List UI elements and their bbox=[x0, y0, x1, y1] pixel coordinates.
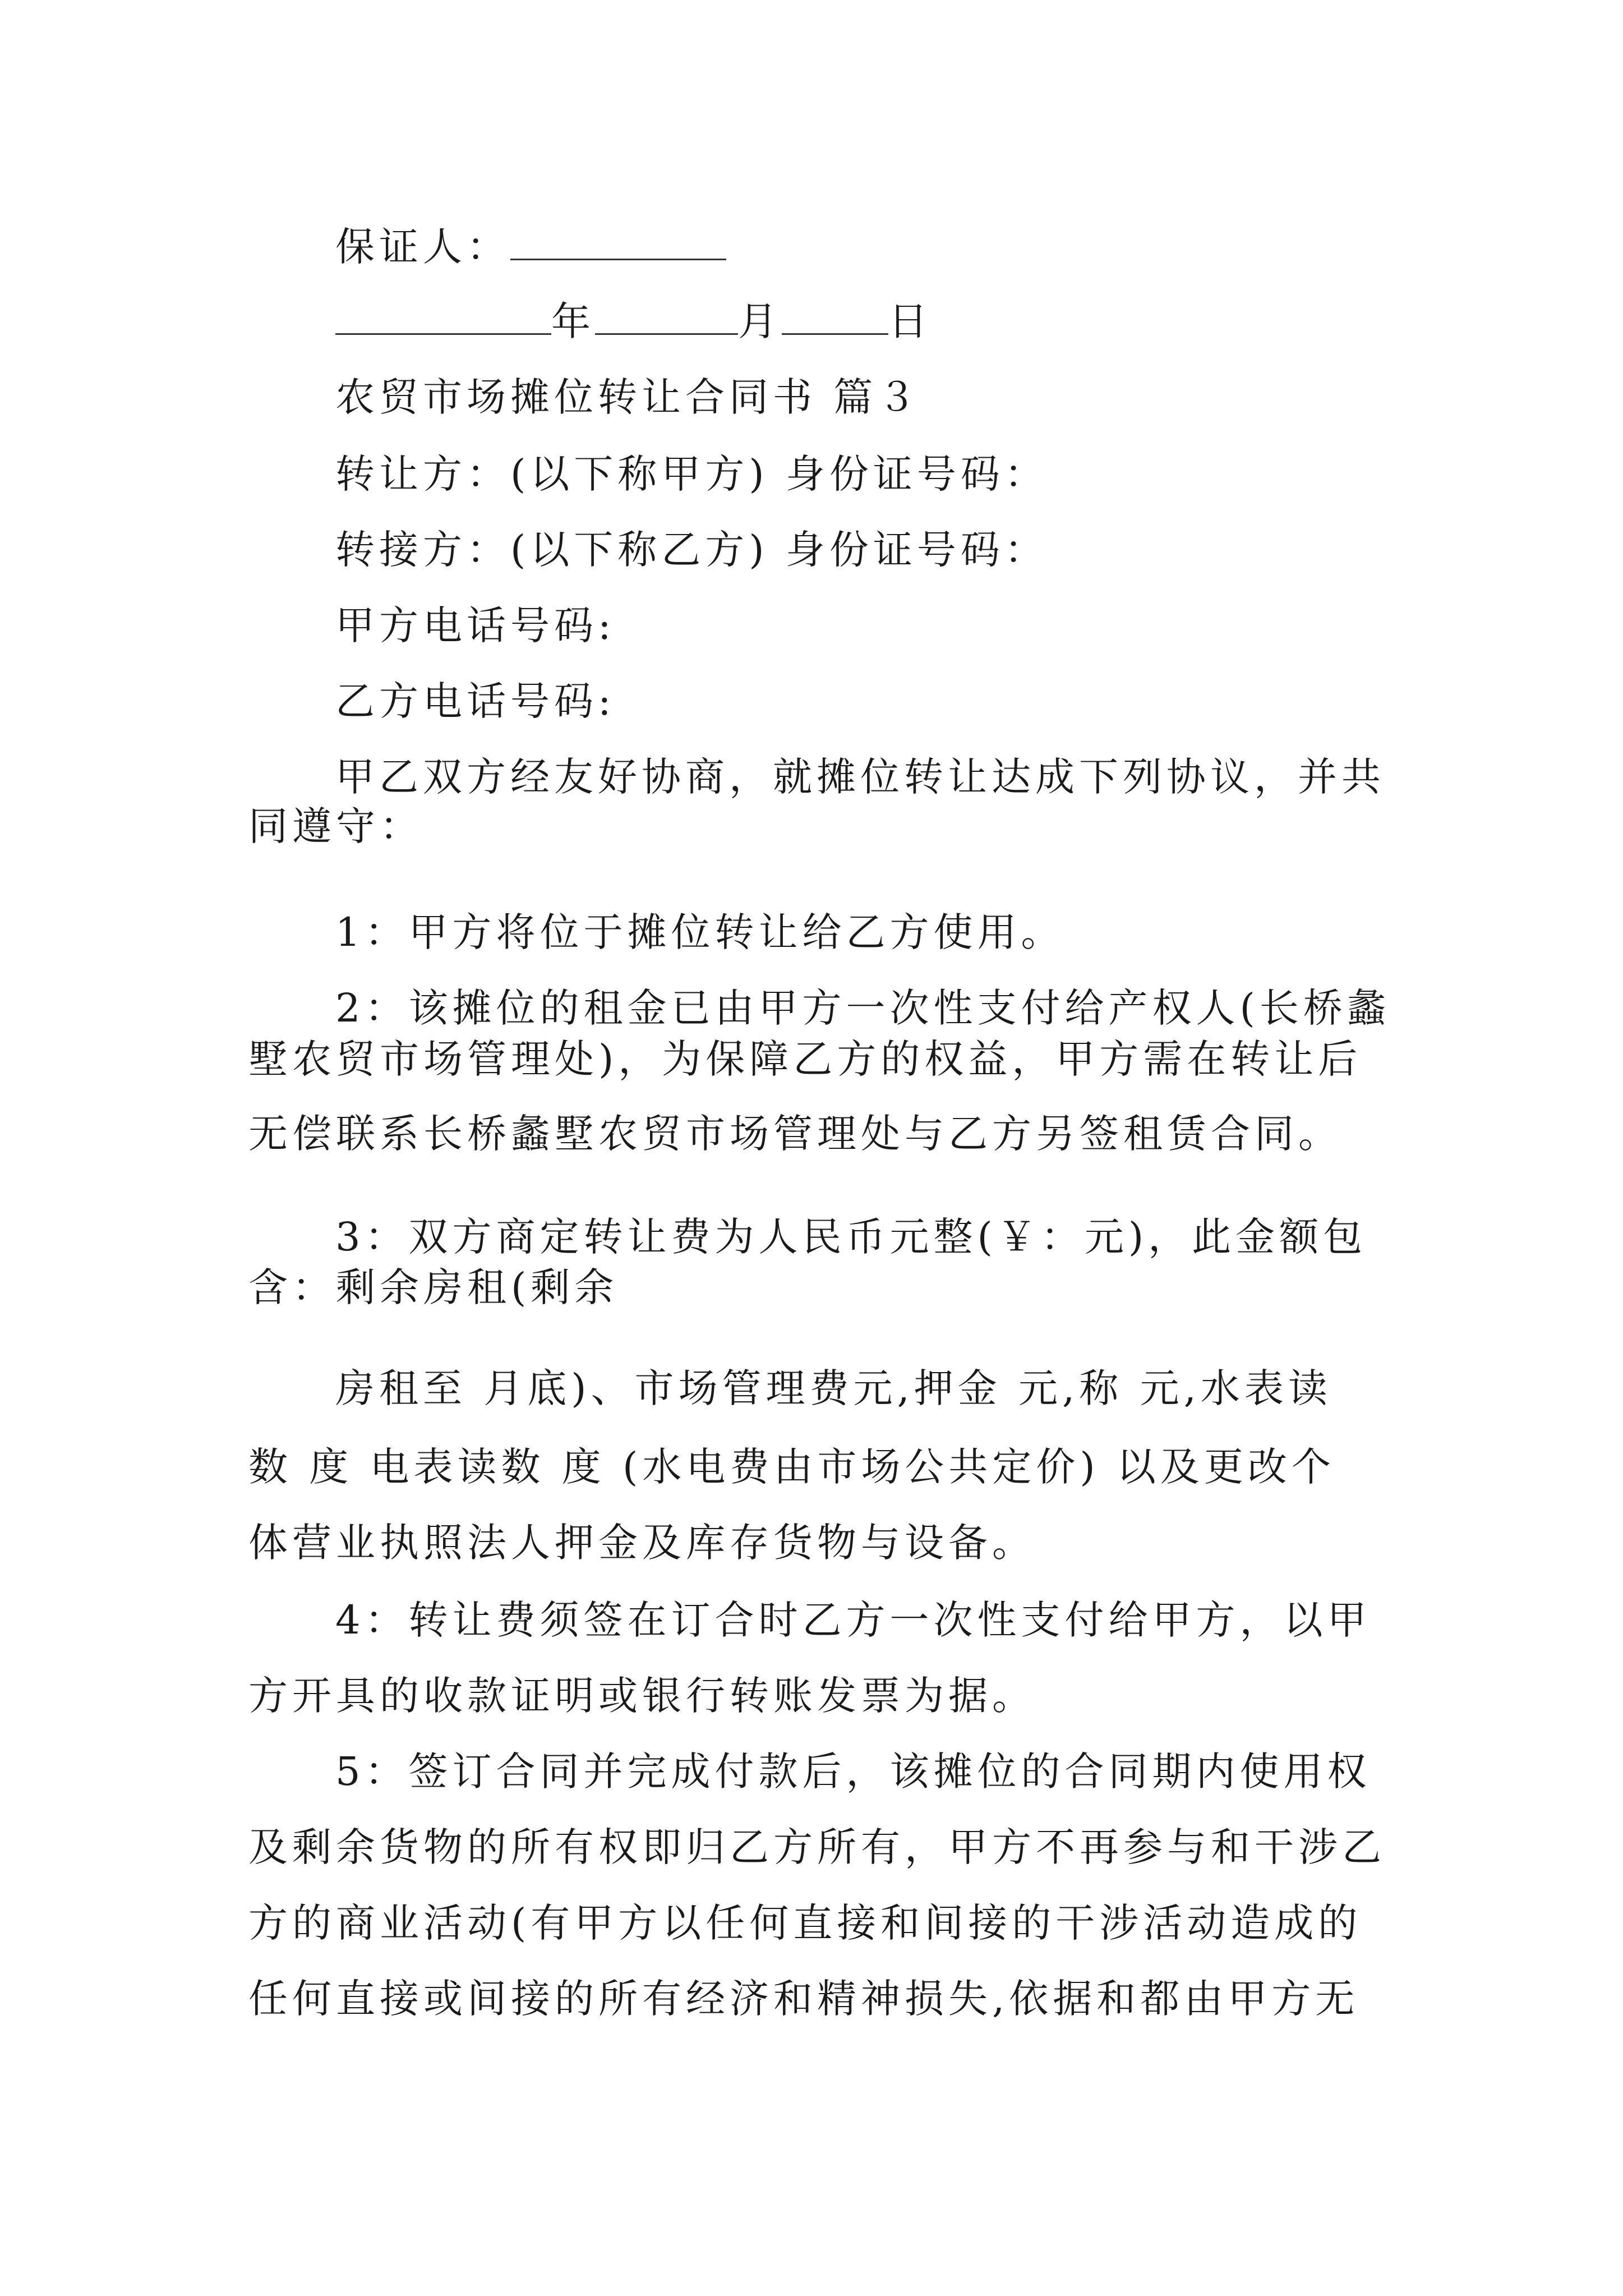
clause-5-line-1: 5：签订合同并完成付款后，该摊位的合同期内使用权 bbox=[335, 1749, 1371, 1795]
guarantor-blank bbox=[510, 224, 726, 260]
transferor-line: 转让方：(以下称甲方) 身份证号码： bbox=[335, 451, 1048, 497]
clause-5-line-3: 方的商业活动(有甲方以任何直接和间接的干涉活动造成的 bbox=[248, 1900, 1362, 1946]
day-blank bbox=[782, 298, 888, 335]
clause-3-line-4: 数 度 电表读数 度 (水电费由市场公共定价) 以及更改个 bbox=[248, 1444, 1335, 1490]
day-label: 日 bbox=[888, 298, 932, 344]
clause-5-line-2: 及剩余货物的所有权即归乙方所有，甲方不再参与和干涉乙 bbox=[248, 1824, 1386, 1870]
year-blank bbox=[335, 298, 551, 335]
clause-2-line-1: 2：该摊位的租金已由甲方一次性支付给产权人(长桥蠡 bbox=[335, 985, 1391, 1031]
clause-2-line-3: 无偿联系长桥蠡墅农贸市场管理处与乙方另签租赁合同。 bbox=[248, 1111, 1342, 1157]
clause-5-line-4: 任何直接或间接的所有经济和精神损失,依据和都由甲方无 bbox=[248, 1976, 1359, 2022]
section-title: 农贸市场摊位转让合同书 篇３ bbox=[335, 374, 921, 420]
transferee-line: 转接方：(以下称乙方) 身份证号码： bbox=[335, 527, 1048, 573]
date-line bbox=[335, 296, 932, 347]
clause-1-line-1: 1：甲方将位于摊位转让给乙方使用。 bbox=[335, 909, 1065, 955]
clause-2-line-2: 墅农贸市场管理处)，为保障乙方的权益，甲方需在转让后 bbox=[248, 1036, 1362, 1082]
preamble-line-2: 同遵守： bbox=[248, 803, 423, 849]
clause-4-line-1: 4：转让费须签在订合时乙方一次性支付给甲方，以甲 bbox=[335, 1597, 1371, 1643]
party-b-phone-line: 乙方电话号码: bbox=[335, 678, 616, 724]
preamble-line-1: 甲乙双方经友好协商，就摊位转让达成下列协议，并共 bbox=[335, 754, 1385, 800]
month-label: 月 bbox=[738, 298, 782, 344]
month-blank bbox=[595, 298, 738, 335]
guarantor-label: 保证人： bbox=[335, 224, 510, 270]
clause-3-line-1: 3：双方商定转让费为人民币元整(￥：元)，此金额包 bbox=[335, 1214, 1367, 1260]
clause-3-line-5: 体营业执照法人押金及库存货物与设备。 bbox=[248, 1520, 1036, 1566]
clause-3-line-2: 含：剩余房租(剩余 bbox=[248, 1264, 619, 1310]
party-a-phone-line: 甲方电话号码: bbox=[335, 602, 616, 648]
clause-4-line-2: 方开具的收款证明或银行转账发票为据。 bbox=[248, 1673, 1036, 1719]
year-label: 年 bbox=[551, 298, 595, 344]
guarantor-line bbox=[335, 222, 726, 272]
clause-3-line-3: 房租至 月底)、市场管理费元,押金 元,称 元,水表读 bbox=[335, 1365, 1332, 1411]
